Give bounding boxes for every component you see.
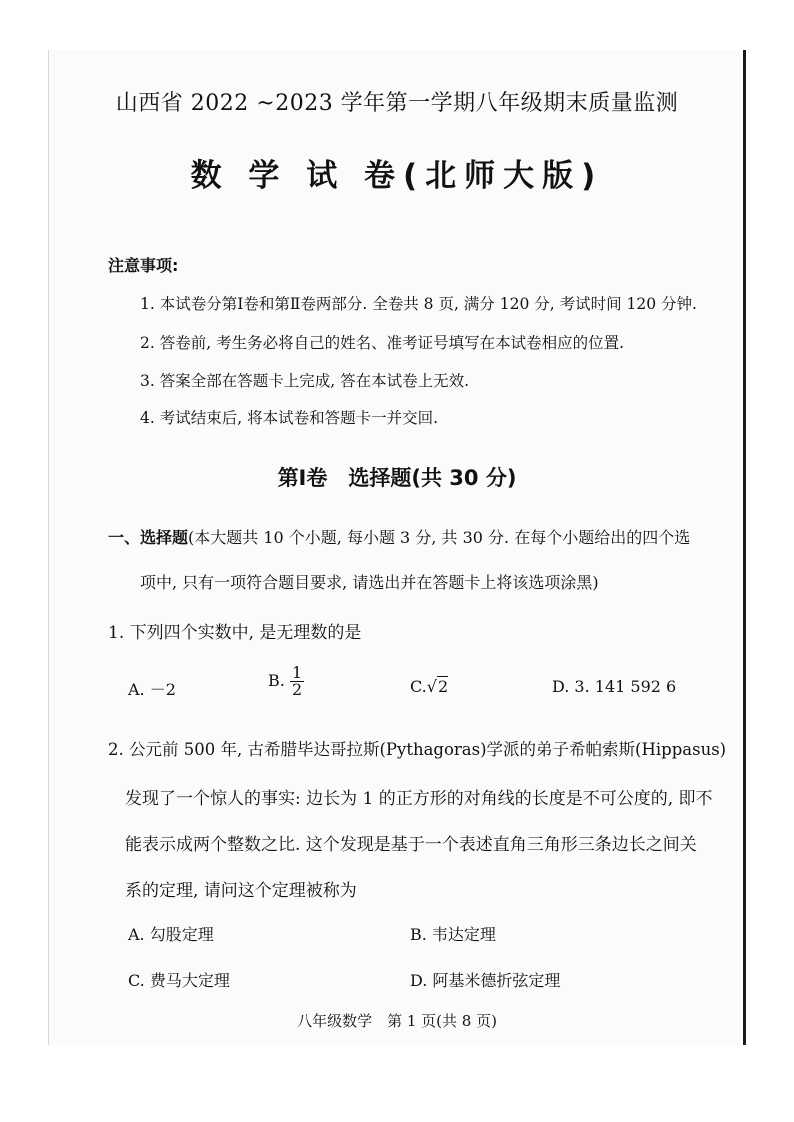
section-desc-1: (本大题共 10 个小题, 每小题 3 分, 共 30 分. 在每个小题给出的四个选 <box>188 528 691 547</box>
part1-heading: 第Ⅰ卷 选择题(共 30 分) <box>277 466 517 490</box>
q1-option-b-letter: B. <box>268 671 285 690</box>
exam-header: 山西省 2022 ~2023 学年第一学期八年级期末质量监测 <box>115 91 679 116</box>
question-1-stem: 1. 下列四个实数中, 是无理数的是 <box>108 623 362 643</box>
notice-heading: 注意事项: <box>108 256 179 275</box>
fraction-numerator: 1 <box>291 663 303 682</box>
q1-option-d: D. 3. 141 592 6 <box>552 677 677 696</box>
page-footer: 八年级数学 第 1 页(共 8 页) <box>297 1012 497 1030</box>
fraction <box>290 665 304 698</box>
notice-item-1: 1. 本试卷分第Ⅰ卷和第Ⅱ卷两部分. 全卷共 8 页, 满分 120 分, 考试时间 120 分钟. <box>140 295 697 313</box>
question-2-line-1: 2. 公元前 500 年, 古希腊毕达哥拉斯(Pythagoras)学派的弟子希帕索斯(Hippasus) <box>108 740 727 759</box>
q1-option-b <box>268 665 304 698</box>
notice-item-4: 4. 考试结束后, 将本试卷和答题卡一并交回. <box>140 409 438 427</box>
q2-option-c: C. 费马大定理 <box>128 971 230 990</box>
question-2-line-3: 能表示成两个整数之比. 这个发现是基于一个表述直角三角形三条边长之间关 <box>125 835 697 855</box>
question-2-line-4: 系的定理, 请问这个定理被称为 <box>125 881 357 901</box>
sqrt-radicand: 2 <box>437 677 449 696</box>
notice-item-3: 3. 答案全部在答题卡上完成, 答在本试卷上无效. <box>140 372 469 390</box>
q1-option-a: A. －2 <box>128 680 176 699</box>
q1-option-c <box>410 677 448 696</box>
section-title <box>108 525 690 548</box>
question-2-line-2: 发现了一个惊人的事实: 边长为 1 的正方形的对角线的长度是不可公度的, 即不 <box>125 789 713 809</box>
exam-title: 数 学 试 卷(北师大版) <box>190 158 604 194</box>
section-desc-2: 项中, 只有一项符合题目要求, 请选出并在答题卡上将该选项涂黑) <box>140 573 599 592</box>
fraction-denominator: 2 <box>291 680 303 699</box>
q1-option-c-letter: C. <box>410 677 427 696</box>
q2-option-d: D. 阿基米德折弦定理 <box>410 971 561 990</box>
q2-option-b: B. 韦达定理 <box>410 925 496 944</box>
page-edge-shadow <box>743 50 746 1045</box>
section-label: 一、选择题 <box>108 528 189 547</box>
sqrt-symbol: √ <box>426 677 437 696</box>
q2-option-a: A. 勾股定理 <box>128 925 214 944</box>
notice-item-2: 2. 答卷前, 考生务必将自己的姓名、准考证号填写在本试卷相应的位置. <box>140 334 624 352</box>
